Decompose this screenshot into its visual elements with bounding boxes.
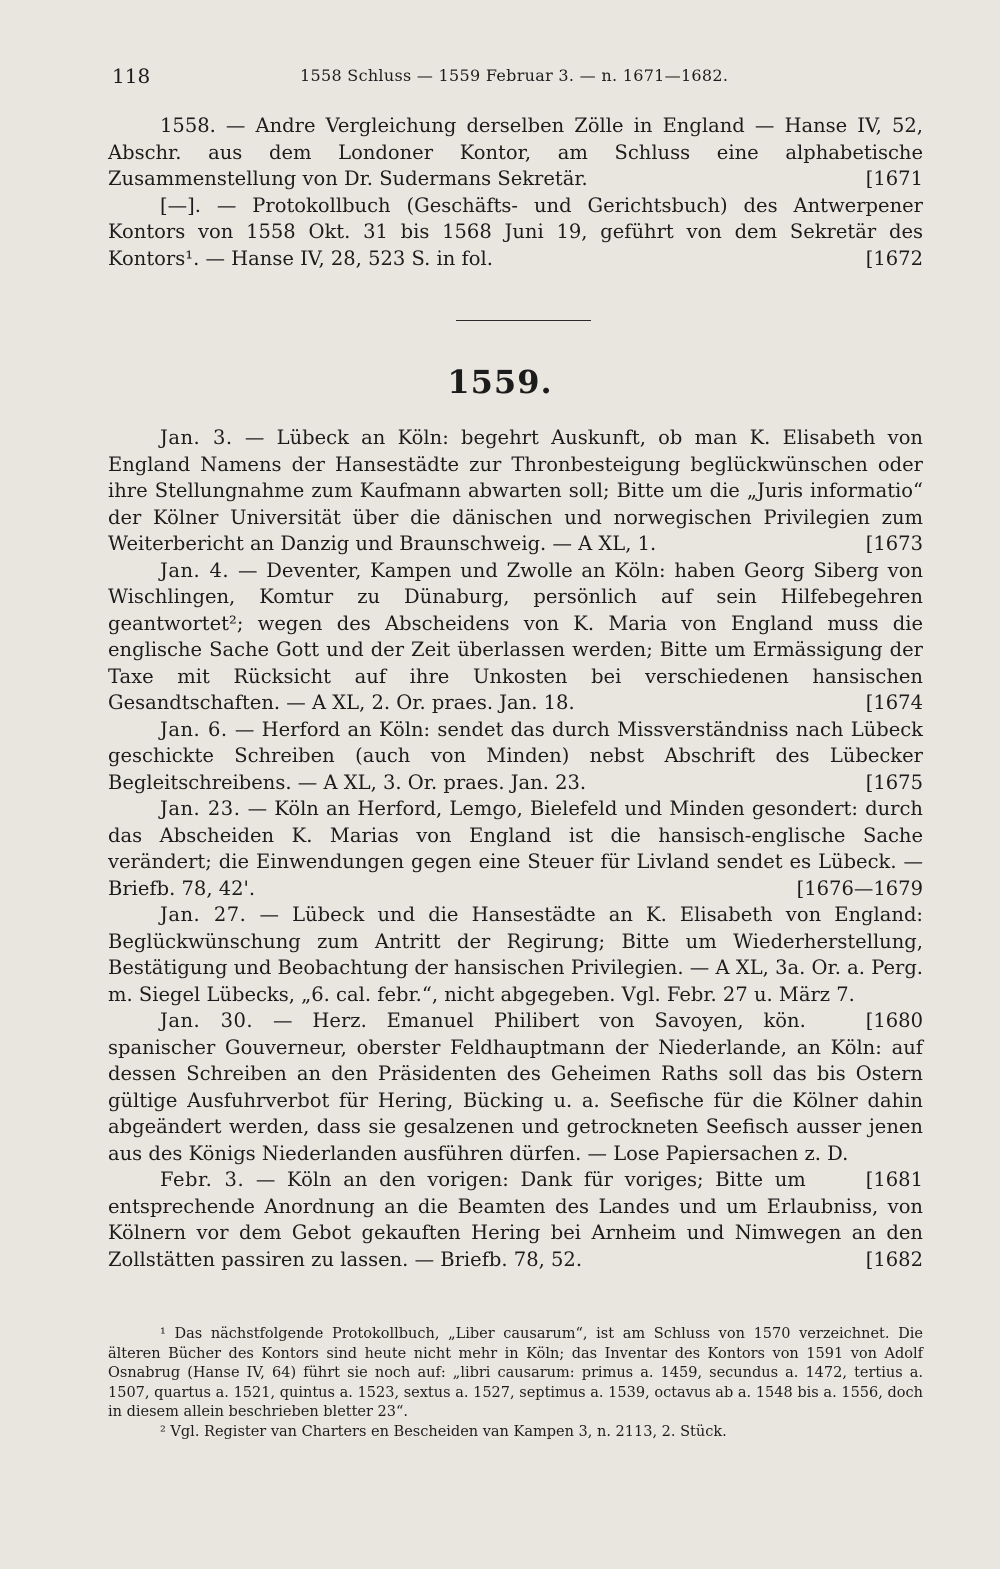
entry-number: [1671 — [865, 167, 923, 190]
page-number: 118 — [112, 64, 151, 88]
entry-number: [1682 — [865, 1247, 923, 1271]
entry-number: [1681 — [865, 1168, 923, 1191]
entry-text: — Herford an Köln: sendet das durch Missverständniss nach Lübeck geschickte Schreiben (auch von Minden) nebst Abschrift des Lübecker Begleitschreibens. — A XL, 3. Or. praes. Jan. 23. — [108, 717, 923, 794]
footnote-text: ² Vgl. Register van Charters en Bescheiden van Kampen 3, n. 2113, 2. Stück. — [160, 1423, 727, 1440]
footnotes — [108, 1325, 923, 1442]
entry-date: Jan. 30. — [160, 1009, 254, 1032]
entry-1675 — [108, 717, 923, 797]
entry-number: [1672 — [865, 246, 923, 270]
entry-text: — Lübeck an Köln: begehrt Auskunft, ob man K. Elisabeth von England Namens der Hansestädte zur Thronbesteigung beglückwünschen oder ihre Stellungnahme zum Kaufmann abwarten soll; Bitte um die „Juris informatio“ der Kölner Universität über die dänischen und norwegischen Privilegien zum Weiterbericht an Danzig und Braunschweig. — A XL, 1. — [108, 426, 923, 555]
entry-date: Jan. 4. — [160, 558, 230, 582]
entry-date: Jan. 6. — [160, 717, 228, 741]
entry-text: [—]. — Protokollbuch (Geschäfts- und Gerichtsbuch) des Antwerpener Kontors von 1558 Okt. 31 bis 1568 Juni 19, geführt von dem Sekretär des Kontors¹. — Hanse IV, 28, 523 S. in fol. — [108, 193, 923, 270]
entry-1673 — [108, 425, 923, 558]
entry-number: [1675 — [865, 770, 923, 794]
entry-1671 — [108, 113, 923, 193]
entry-number: [1674 — [865, 691, 923, 714]
running-title: 1558 Schluss — 1559 Februar 3. — n. 1671—1682. — [300, 66, 729, 85]
entry-text: — Köln an den vorigen: Dank für voriges; Bitte um entsprechende Anordnung an die Beamten des Landes und um Erlaubniss, von Kölnern vor dem Gebot gekauften Hering bei Arnheim und Nimwegen an den Zollstätten passiren zu lassen. — Briefb. 78, 52. — [108, 1168, 923, 1271]
footnote-1 — [108, 1325, 923, 1423]
page-header — [112, 64, 922, 90]
entry-date: Jan. 27. — [160, 903, 247, 926]
entry-text: — Köln an Herford, Lemgo, Bielefeld und Minden gesondert: durch das Abscheiden K. Marias von England ist die hansisch-englische Sache verändert; die Einwendungen gegen eine Steuer für Livland sendet es Lübeck. — Briefb. 78, 42'. — [108, 797, 923, 900]
entry-text: — Deventer, Kampen und Zwolle an Köln: haben Georg Siberg von Wischlingen, Komtur zu Dünaburg, persönlich auf sein Hilfebegehren geantwortet²; wegen des Abscheidens von K. Maria von England muss die englische Sache Gott und der Zeit überlassen werden; Bitte um Ermässigung der Taxe mit Rücksicht auf ihre Unkosten bei verschiedenen hansischen Gesandtschaften. — A XL, 2. Or. praes. Jan. 18. — [108, 558, 923, 714]
entry-text: 1558. — Andre Vergleichung derselben Zölle in England — Hanse IV, 52, Abschr. aus dem Londoner Kontor, am Schluss eine alphabetische Zusammenstellung von Dr. Sudermans Sekretär. — [108, 114, 923, 190]
entries-1558 — [108, 113, 923, 272]
entry-number: [1676—1679 — [796, 876, 923, 900]
entry-1674 — [108, 558, 923, 717]
entry-date: Febr. 3. — [160, 1168, 245, 1191]
entry-text: — Herz. Emanuel Philibert von Savoyen, kön. spanischer Gouverneur, oberster Feldhauptmann der Niederlande, an Köln: auf dessen Schreiben an den Präsidenten des Geheimen Raths soll das bis Ostern gültige Ausfuhrverbot für Hering, Bücking u. a. Seefische für die Kölner dahin abgeändert werden, dass sie gesalzenen und getrockneten Seefisch ausser jenen aus des Königs Niederlanden ausführen dürfen. — Lose Papiersachen z. D. — [108, 1009, 923, 1165]
footnote-text: ¹ Das nächstfolgende Protokollbuch, „Liber causarum“, ist am Schluss von 1570 verzeichnet. Die älteren Bücher des Kontors sind heute nicht mehr in Köln; das Inventar des Kontors von 1591 von Adolf Osnabrug (Hanse IV, 64) führt sie noch auf: „libri causarum: primus a. 1459, secundus a. 1472, tertius a. 1507, quartus a. 1521, quintus a. 1523, sextus a. 1527, septimus a. 1539, octavus ab a. 1548 bis a. 1556, doch in diesem allein beschrieben bletter 23“. — [108, 1326, 923, 1420]
entry-number: [1673 — [865, 532, 923, 555]
entry-1672 — [108, 193, 923, 273]
section-divider — [456, 320, 591, 321]
entry-text: — Lübeck und die Hansestädte an K. Elisabeth von England: Beglückwünschung zum Antritt der Regirung; Bitte um Wiederherstellung, Bestätigung und Beobachtung der hansischen Privilegien. — A XL, 3a. Or. a. Perg. m. Siegel Lübecks, „6. cal. febr.“, nicht abgegeben. Vgl. Febr. 27 u. März 7. — [108, 903, 923, 1006]
year-heading: 1559. — [447, 363, 553, 401]
entries-1559 — [108, 425, 923, 1273]
entry-1682 — [108, 1167, 923, 1273]
entry-1676-1679 — [108, 796, 923, 902]
entry-date: Jan. 3. — [160, 426, 233, 449]
entry-number: [1680 — [865, 1009, 923, 1032]
entry-date: Jan. 23. — [160, 797, 241, 820]
footnote-2 — [108, 1423, 923, 1443]
